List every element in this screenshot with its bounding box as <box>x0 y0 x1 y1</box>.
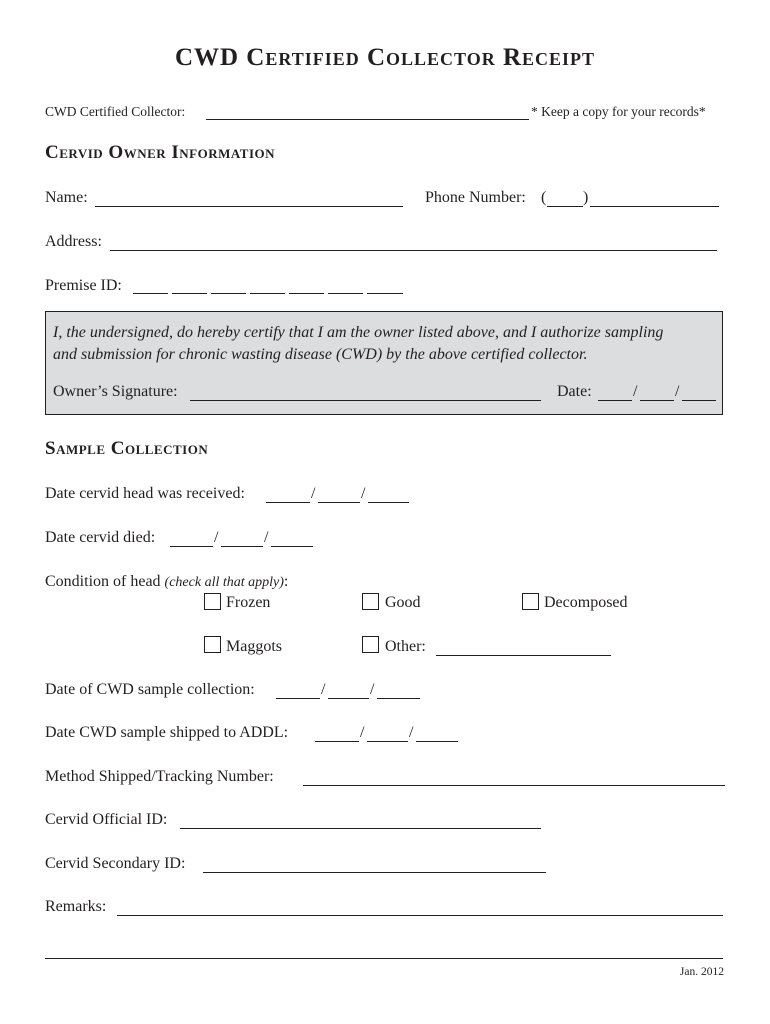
name-label: Name: <box>45 189 88 206</box>
died-year-field[interactable] <box>271 529 313 547</box>
date-separator: / <box>633 383 638 400</box>
phone-number-field[interactable] <box>590 189 719 207</box>
remarks-field[interactable] <box>117 898 723 916</box>
owner-section-heading: Cervid Owner Information <box>45 142 276 163</box>
premise-id-label: Premise ID: <box>45 277 122 294</box>
address-label: Address: <box>45 233 102 250</box>
signature-date-day-field[interactable] <box>640 383 674 401</box>
page-title: CWD Certified Collector Receipt <box>174 44 596 71</box>
signature-date-month-field[interactable] <box>598 383 632 401</box>
other-condition-field[interactable] <box>436 638 611 656</box>
head-received-month-field[interactable] <box>266 485 310 503</box>
sample-section-heading: Sample Collection <box>45 438 209 459</box>
maggots-label: Maggots <box>226 638 282 655</box>
date-separator: / <box>311 485 316 502</box>
owner-signature-label: Owner’s Signature: <box>53 383 178 400</box>
date-separator: / <box>214 529 219 546</box>
date-separator: / <box>361 485 366 502</box>
premise-id-digit-field[interactable] <box>211 276 246 294</box>
shipped-month-field[interactable] <box>315 724 359 742</box>
good-label: Good <box>385 594 421 611</box>
collector-field[interactable] <box>206 103 529 120</box>
address-field[interactable] <box>110 233 717 251</box>
signature-date-year-field[interactable] <box>682 383 716 401</box>
premise-id-digit-field[interactable] <box>289 276 324 294</box>
head-received-label: Date cervid head was received: <box>45 485 245 502</box>
official-id-label: Cervid Official ID: <box>45 811 168 828</box>
certification-text-line2: and submission for chronic wasting disease (CWD) by the above certified collector. <box>53 346 588 363</box>
remarks-field-continuation[interactable] <box>45 941 723 959</box>
good-checkbox[interactable] <box>362 593 379 610</box>
phone-open-paren: ( <box>541 189 547 206</box>
date-separator: / <box>321 681 326 698</box>
other-label: Other: <box>385 638 426 655</box>
maggots-checkbox[interactable] <box>204 636 221 653</box>
sample-collection-month-field[interactable] <box>276 681 320 699</box>
date-separator: / <box>370 681 375 698</box>
decomposed-checkbox[interactable] <box>522 593 539 610</box>
method-shipped-field[interactable] <box>303 768 725 786</box>
shipped-date-label: Date CWD sample shipped to ADDL: <box>45 724 289 741</box>
remarks-label: Remarks: <box>45 898 107 915</box>
date-separator: / <box>264 529 269 546</box>
head-received-year-field[interactable] <box>368 485 409 503</box>
collector-label: CWD Certified Collector: <box>45 104 186 119</box>
official-id-field[interactable] <box>180 811 541 829</box>
date-separator: / <box>360 724 365 741</box>
premise-id-digit-field[interactable] <box>172 276 207 294</box>
certification-text-line1: I, the undersigned, do hereby certify that I am the owner listed above, and I authorize sampling <box>53 324 664 341</box>
signature-date-label: Date: <box>557 383 592 400</box>
revision-date: Jan. 2012 <box>679 966 724 978</box>
date-separator: / <box>409 724 414 741</box>
premise-id-digit-field[interactable] <box>133 276 168 294</box>
shipped-day-field[interactable] <box>367 724 408 742</box>
condition-hint: (check all that apply) <box>164 575 284 590</box>
condition-label-text: Condition of head <box>45 573 161 590</box>
premise-id-digit-field[interactable] <box>328 276 363 294</box>
died-month-field[interactable] <box>170 529 213 547</box>
other-checkbox[interactable] <box>362 636 379 653</box>
phone-label: Phone Number: <box>425 189 526 206</box>
date-separator: / <box>675 383 680 400</box>
secondary-id-field[interactable] <box>203 855 546 873</box>
owner-signature-field[interactable] <box>190 383 541 401</box>
frozen-checkbox[interactable] <box>204 593 221 610</box>
frozen-label: Frozen <box>226 594 271 611</box>
died-day-field[interactable] <box>221 529 263 547</box>
phone-area-code-field[interactable] <box>547 189 583 207</box>
condition-colon: : <box>283 573 289 590</box>
method-shipped-label: Method Shipped/Tracking Number: <box>45 768 274 785</box>
premise-id-digit-field[interactable] <box>250 276 285 294</box>
decomposed-label: Decomposed <box>544 594 628 611</box>
phone-close-paren: ) <box>583 189 589 206</box>
sample-collection-day-field[interactable] <box>328 681 369 699</box>
head-received-day-field[interactable] <box>318 485 360 503</box>
premise-id-digit-field[interactable] <box>367 276 403 294</box>
sample-collection-year-field[interactable] <box>377 681 420 699</box>
condition-label <box>45 573 288 591</box>
records-note: * Keep a copy for your records* <box>531 104 706 119</box>
secondary-id-label: Cervid Secondary ID: <box>45 855 186 872</box>
name-field[interactable] <box>95 189 403 207</box>
sample-collection-date-label: Date of CWD sample collection: <box>45 681 255 698</box>
shipped-year-field[interactable] <box>416 724 458 742</box>
died-label: Date cervid died: <box>45 529 156 546</box>
